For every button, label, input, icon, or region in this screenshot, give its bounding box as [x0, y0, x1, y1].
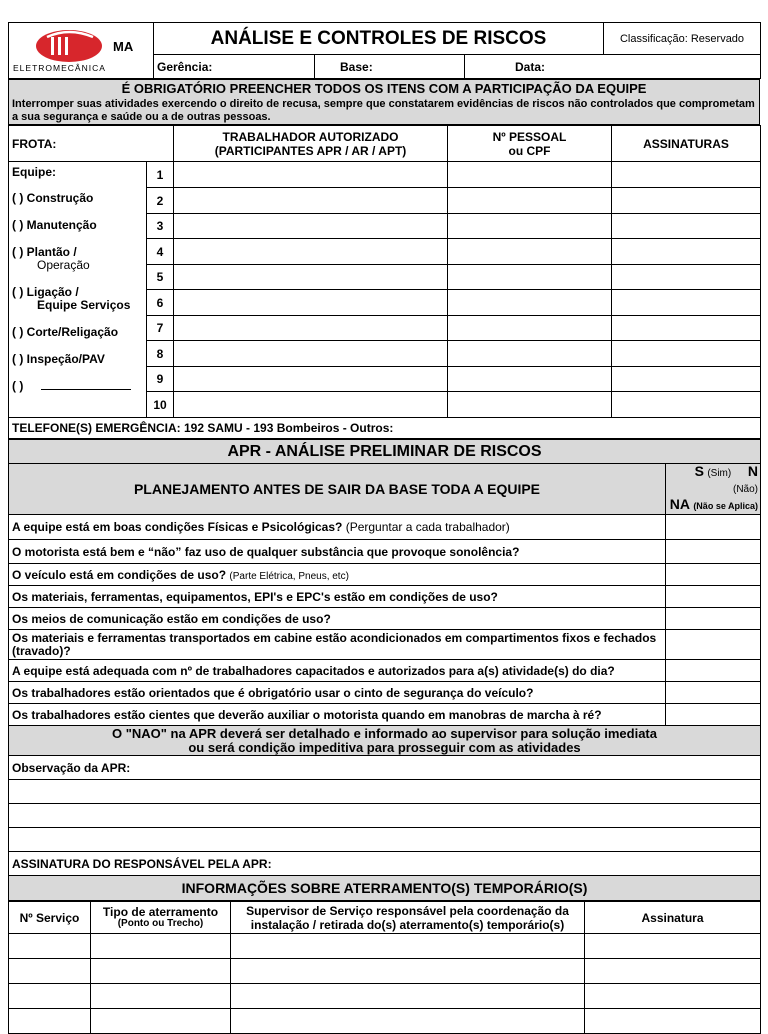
grounding-cell[interactable]: [91, 959, 231, 984]
row-number: 9: [147, 367, 174, 392]
apr-answer-cell[interactable]: [666, 564, 761, 586]
id-column-line-2: ou CPF: [508, 143, 551, 158]
worker-id-cell[interactable]: [448, 214, 612, 239]
supervisor-header: Supervisor de Serviço responsável pela coordenação da instalação / retirada do(s) aterramento(s) temporário(s): [231, 902, 585, 934]
grounding-cell[interactable]: [585, 934, 761, 959]
grounding-type-note: (Ponto ou Trecho): [117, 917, 204, 929]
grounding-cell[interactable]: [9, 934, 91, 959]
worker-signature-cell[interactable]: [612, 188, 761, 214]
option-other-line: [41, 389, 131, 390]
company-logo: [9, 23, 154, 79]
apr-question: Os materiais e ferramentas transportados em cabine estão acondicionados em compartimentos fixos e fechados (travado)?: [9, 630, 666, 660]
row-number: 3: [147, 214, 174, 239]
signature-column-header: ASSINATURAS: [612, 126, 761, 162]
apr-answer-cell[interactable]: [666, 515, 761, 540]
option-plantao-sub: Operação: [37, 258, 90, 272]
worker-id-cell[interactable]: [448, 162, 612, 188]
apr-question: A equipe está em boas condições Físicas e Psicológicas? (Perguntar a cada trabalhador): [9, 515, 666, 540]
worker-id-cell[interactable]: [448, 290, 612, 316]
worker-signature-cell[interactable]: [612, 367, 761, 392]
row-number: 2: [147, 188, 174, 214]
worker-signature-cell[interactable]: [612, 316, 761, 341]
apr-question: O veículo está em condições de uso? (Parte Elétrica, Pneus, etc): [9, 564, 666, 586]
grounding-cell[interactable]: [231, 959, 585, 984]
service-number-header: Nº Serviço: [9, 902, 91, 934]
worker-signature-cell[interactable]: [612, 239, 761, 265]
id-column-header: [448, 126, 612, 162]
worker-id-cell[interactable]: [448, 316, 612, 341]
legend-na-desc: (Não se Aplica): [693, 501, 758, 511]
worker-signature-cell[interactable]: [612, 341, 761, 367]
grounding-cell[interactable]: [9, 959, 91, 984]
row-number: 5: [147, 265, 174, 290]
worker-signature-cell[interactable]: [612, 290, 761, 316]
date-field[interactable]: Data:: [465, 55, 761, 79]
worker-name-cell[interactable]: [174, 341, 448, 367]
row-number: 7: [147, 316, 174, 341]
table-row: [9, 934, 761, 959]
option-other-label: ( ): [12, 379, 24, 393]
grounding-signature-header: Assinatura: [585, 902, 761, 934]
apr-answer-cell[interactable]: [666, 660, 761, 682]
team-type-options: [9, 162, 147, 418]
worker-name-cell[interactable]: [174, 239, 448, 265]
form-page: [8, 22, 760, 1034]
worker-name-cell[interactable]: [174, 316, 448, 341]
worker-name-cell[interactable]: [174, 392, 448, 418]
legend-s: S: [694, 463, 704, 479]
apr-answer-cell[interactable]: [666, 682, 761, 704]
frota-field[interactable]: FROTA:: [9, 126, 174, 162]
table-row: [9, 1009, 761, 1034]
apr-planning-header: PLANEJAMENTO ANTES DE SAIR DA BASE TODA A EQUIPE: [9, 464, 666, 515]
id-column-line-1: Nº PESSOAL: [492, 129, 567, 144]
apr-warning-line-1: O "NAO" na APR deverá ser detalhado e informado ao supervisor para solução imediata: [111, 725, 657, 741]
row-number: 1: [147, 162, 174, 188]
grounding-cell[interactable]: [585, 1009, 761, 1034]
worker-column-header: [174, 126, 448, 162]
grounding-cell[interactable]: [231, 934, 585, 959]
apr-question: Os trabalhadores estão cientes que deverão auxiliar o motorista quando em manobras de marcha à ré?: [9, 704, 666, 726]
worker-name-cell[interactable]: [174, 265, 448, 290]
legend-s-desc: (Sim): [707, 468, 732, 479]
option-construcao[interactable]: ( ) Construção: [12, 191, 94, 205]
grounding-cell[interactable]: [9, 1009, 91, 1034]
gerencia-field[interactable]: Gerência:: [154, 55, 315, 79]
grounding-cell[interactable]: [585, 984, 761, 1009]
apr-warning-line-2: ou será condição impeditiva para prosseguir com as atividades: [188, 739, 581, 755]
option-other[interactable]: [12, 380, 143, 393]
notice-title: É OBRIGATÓRIO PREENCHER TODOS OS ITENS COM A PARTICIPAÇÃO DA EQUIPE: [9, 80, 760, 98]
worker-signature-cell[interactable]: [612, 265, 761, 290]
apr-observation-line[interactable]: [9, 780, 761, 804]
worker-id-cell[interactable]: [448, 367, 612, 392]
row-number: 10: [147, 392, 174, 418]
apr-answer-cell[interactable]: [666, 704, 761, 726]
row-number: 6: [147, 290, 174, 316]
grounding-type-header: [91, 902, 231, 934]
row-number: 4: [147, 239, 174, 265]
apr-table: [8, 439, 761, 901]
worker-column-line-2: (PARTICIPANTES APR / AR / APT): [214, 143, 407, 158]
classification-label: Classificação: Reservado: [604, 23, 761, 55]
option-ligacao[interactable]: ( ) Ligação /: [12, 285, 79, 299]
svg-text:MA: MA: [113, 39, 134, 54]
team-table: [8, 125, 761, 439]
worker-signature-cell[interactable]: [612, 162, 761, 188]
grounding-cell[interactable]: [91, 984, 231, 1009]
grounding-title: INFORMAÇÕES SOBRE ATERRAMENTO(S) TEMPORÁRIO(S): [9, 876, 761, 901]
apr-question: Os meios de comunicação estão em condições de uso?: [9, 608, 666, 630]
grounding-cell[interactable]: [9, 984, 91, 1009]
grounding-table: [8, 901, 761, 1034]
table-row: [9, 984, 761, 1009]
option-inspecao[interactable]: ( ) Inspeção/PAV: [12, 352, 105, 366]
grounding-cell[interactable]: [91, 934, 231, 959]
option-manutencao[interactable]: ( ) Manutenção: [12, 218, 97, 232]
row-number: 8: [147, 341, 174, 367]
worker-name-cell[interactable]: [174, 162, 448, 188]
grounding-type-label: Tipo de aterramento: [102, 904, 219, 919]
worker-id-cell[interactable]: [448, 392, 612, 418]
notice-text: Interromper suas atividades exercendo o direito de recusa, sempre que constatarem evidências de riscos não controlados que comprometam a sua segurança e saúde ou a de outras pessoas.: [9, 98, 760, 125]
legend-na: NA: [669, 496, 690, 512]
apr-answer-cell[interactable]: [666, 540, 761, 564]
equipe-label: Equipe:: [12, 165, 56, 179]
apr-question: A equipe está adequada com nº de trabalhadores capacitados e autorizados para a(s) atividade(s) do dia?: [9, 660, 666, 682]
apr-observation-label: Observação da APR:: [9, 756, 761, 780]
worker-id-cell[interactable]: [448, 239, 612, 265]
worker-column-line-1: TRABALHADOR AUTORIZADO: [222, 129, 399, 144]
apr-question: Os trabalhadores estão orientados que é obrigatório usar o cinto de segurança do veículo?: [9, 682, 666, 704]
grounding-cell[interactable]: [231, 1009, 585, 1034]
worker-id-cell[interactable]: [448, 341, 612, 367]
worker-id-cell[interactable]: [448, 265, 612, 290]
apr-observation-line[interactable]: [9, 804, 761, 828]
worker-name-cell[interactable]: [174, 367, 448, 392]
apr-answer-cell[interactable]: [666, 630, 761, 660]
worker-id-cell[interactable]: [448, 188, 612, 214]
option-ligacao-sub: Equipe Serviços: [37, 298, 131, 312]
legend-n-desc: (Não): [732, 484, 758, 495]
grounding-cell[interactable]: [231, 984, 585, 1009]
worker-signature-cell[interactable]: [612, 214, 761, 239]
worker-signature-cell[interactable]: [612, 392, 761, 418]
grounding-cell[interactable]: [585, 959, 761, 984]
header-table: [8, 22, 761, 79]
svg-text:ELETROMECÂNICA: ELETROMECÂNICA: [13, 63, 106, 73]
apr-question: Os materiais, ferramentas, equipamentos, EPI's e EPC's estão em condições de uso?: [9, 586, 666, 608]
worker-name-cell[interactable]: [174, 188, 448, 214]
notice-table: [8, 79, 760, 125]
apr-warning: [9, 726, 761, 756]
emergency-phones: TELEFONE(S) EMERGÊNCIA: 192 SAMU - 193 Bombeiros - Outros:: [9, 418, 761, 439]
worker-name-cell[interactable]: [174, 214, 448, 239]
option-plantao[interactable]: ( ) Plantão /: [12, 245, 77, 259]
option-corte[interactable]: ( ) Corte/Religação: [12, 325, 119, 339]
apr-observation-line[interactable]: [9, 828, 761, 852]
table-row: [9, 959, 761, 984]
logo-emblem-icon: [9, 23, 154, 75]
apr-title: APR - ANÁLISE PRELIMINAR DE RISCOS: [9, 440, 761, 464]
base-field[interactable]: Base:: [315, 55, 465, 79]
apr-responsible-signature[interactable]: ASSINATURA DO RESPONSÁVEL PELA APR:: [9, 852, 761, 876]
grounding-cell[interactable]: [91, 1009, 231, 1034]
apr-answer-cell[interactable]: [666, 608, 761, 630]
worker-name-cell[interactable]: [174, 290, 448, 316]
legend-n: N: [747, 463, 758, 479]
answer-legend: [666, 464, 761, 515]
apr-answer-cell[interactable]: [666, 586, 761, 608]
form-title: ANÁLISE E CONTROLES DE RISCOS: [154, 23, 604, 55]
apr-question: O motorista está bem e “não” faz uso de qualquer substância que provoque sonolência?: [9, 540, 666, 564]
